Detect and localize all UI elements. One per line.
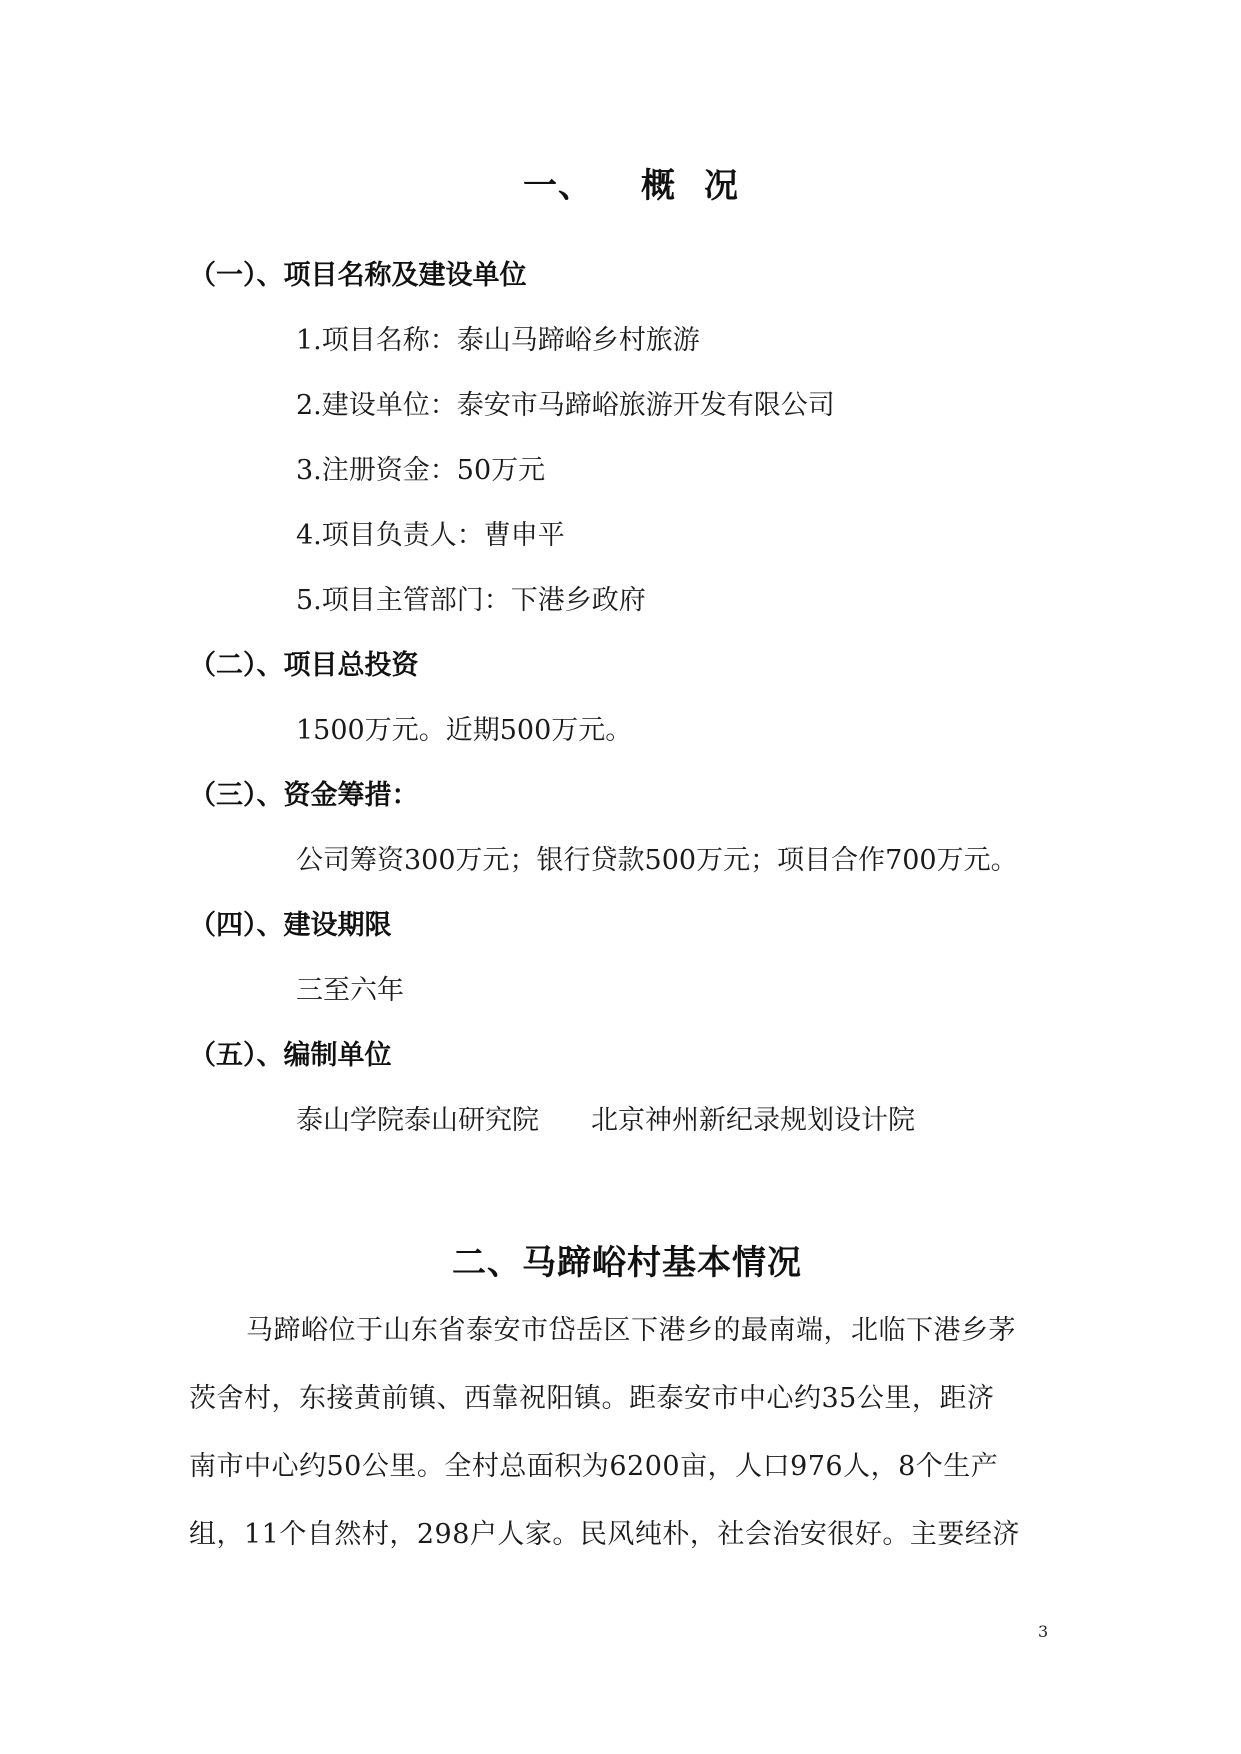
sub4-heading: （四）、建设期限 (189, 910, 392, 941)
page-number: 3 (1038, 1622, 1049, 1641)
section2-line-4: 组，11个自然村，298户人家。民风纯朴，社会治安很好。主要经济 (189, 1519, 1020, 1550)
sub3-text: 公司筹资300万元；银行贷款500万元；项目合作700万元。 (296, 845, 1018, 876)
sub1-item-unit: 2.建设单位：泰安市马蹄峪旅游开发有限公司 (296, 390, 835, 421)
sub4-text: 三至六年 (296, 975, 404, 1006)
section2-title: 二、马蹄峪村基本情况 (452, 1243, 802, 1283)
sub1-item-capital: 3.注册资金：50万元 (296, 455, 546, 486)
sub5-orgs (296, 1098, 915, 1137)
section1-title-char2: 况 (704, 166, 739, 206)
sub1-item-name: 1.项目名称：泰山马蹄峪乡村旅游 (296, 325, 700, 356)
sub1-item-leader: 4.项目负责人：曹申平 (296, 520, 565, 551)
section2-line-3: 南市中心约50公里。全村总面积为6200亩，人口976人，8个生产 (189, 1451, 999, 1482)
sub2-heading: （二）、项目总投资 (189, 650, 419, 681)
sub1-heading: （一）、项目名称及建设单位 (189, 260, 527, 291)
sub5-org1: 泰山学院泰山研究院 (296, 1105, 539, 1136)
sub3-heading: （三）、资金筹措： (189, 780, 419, 811)
section1-title-number: 一、 (523, 166, 593, 206)
sub5-org2: 北京神州新纪录规划设计院 (591, 1105, 915, 1136)
sub2-text: 1500万元。近期500万元。 (296, 715, 633, 746)
section1-title-char1: 概 (641, 166, 676, 206)
sub1-item-department: 5.项目主管部门：下港乡政府 (296, 585, 646, 616)
section2-line-2: 茨舍村，东接黄前镇、西靠祝阳镇。距泰安市中心约35公里，距济 (189, 1383, 995, 1414)
section1-title (523, 158, 739, 207)
section2-line-1: 马蹄峪位于山东省泰安市岱岳区下港乡的最南端，北临下港乡茅 (246, 1315, 1016, 1346)
sub5-heading: （五）、编制单位 (189, 1040, 392, 1071)
